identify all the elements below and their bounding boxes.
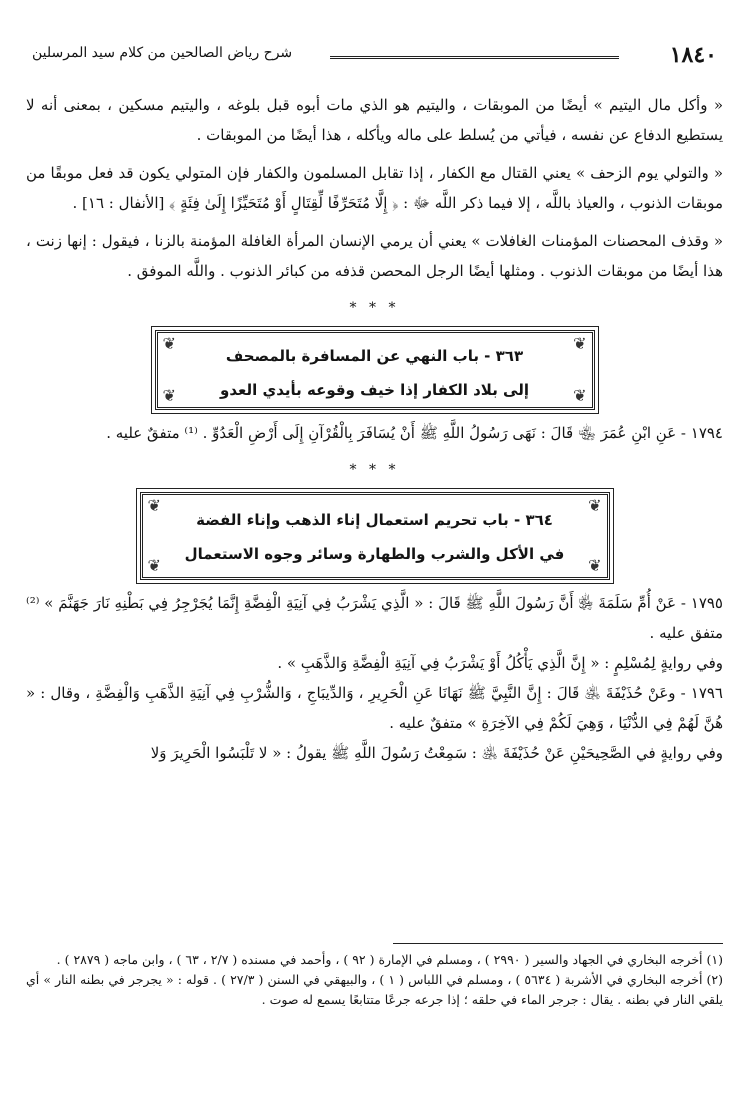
page-number: ١٨٤٠ (669, 42, 717, 68)
ornament-icon: ❦ (162, 386, 176, 405)
hadith-1794: ١٧٩٤ - عَنِ ابْنِ عُمَرَ ﵄ قَالَ : نَهَى رَسُولُ اللَّهِ ﷺ أَنْ يُسَافَرَ بِالْقُرْآنِ إِلَى أَرْضِ الْعَدُوِّ . ⁽¹⁾ متفقٌ عليه . (106, 424, 723, 442)
header-rule (330, 56, 619, 62)
paragraph-orphan-wealth: « وأكل مال اليتيم » أيضًا من الموبقات ، واليتيم هو الذي مات أبوه قبل بلوغه ، واليتيم مسكين ، بمعنى أنه لا يستطيع الدفاع عن نفسه ، فيأتي من يُسلط على ماله ويأكله ، هذا أيضًا من الموبقات . (26, 96, 723, 144)
page-header (32, 42, 717, 78)
page-body (26, 90, 723, 768)
ornament-icon: ❦ (573, 334, 587, 353)
riwaya-muslim: وفي روايةٍ لِمُسْلِمٍ : « إِنَّ الَّذِي يَأْكُلُ أَوْ يَشْرَبُ فِي آنِيَةِ الْفِضَّةِ وَالذَّهَبِ » . (277, 654, 723, 672)
footnotes (26, 950, 723, 1010)
ornament-icon: ❦ (162, 334, 176, 353)
footnote-1: (١) أخرجه البخاري في الجهاد والسير ( ٢٩٩٠ ) ، ومسلم في الإمارة ( ٩٢ ) ، وأحمد في مسنده ( ٢/٧ ، ٦٣ ) ، وابن ماجه ( ٢٨٧٩ ) . (56, 952, 723, 967)
paragraph-slander: « وقذف المحصنات المؤمنات الغافلات » يعني أن يرمي الإنسان المرأة الغافلة المؤمنة بالزنا ، فيقول : إنها زنت ، هذا أيضًا من موبقات الذنوب . ومثلها أيضًا الرجل المحصن قذفه من كبائر الذنوب . واللَّه الموفق . (26, 232, 723, 280)
ornament-icon: ❦ (147, 496, 161, 515)
section-separator: * * * (349, 300, 400, 316)
ornament-icon: ❦ (588, 556, 602, 575)
chapter-title-line: ٣٦٤ - باب تحريم استعمال إناء الذهب وإناء الفضة (196, 511, 553, 529)
chapter-title-line: ٣٦٣ - باب النهي عن المسافرة بالمصحف (225, 347, 524, 365)
section-separator: * * * (349, 462, 400, 478)
chapter-title-line: في الأكل والشرب والطهارة وسائر وجوه الاستعمال (184, 545, 565, 563)
footnote-rule (393, 943, 723, 944)
chapter-heading-363 (155, 330, 595, 410)
hadith-1795: ١٧٩٥ - عَنْ أُمِّ سَلَمَةَ ﵂ أَنَّ رَسُولَ اللَّهِ ﷺ قَالَ : « الَّذِي يَشْرَبُ فِي آنِيَةِ الْفِضَّةِ إِنَّمَا يُجَرْجِرُ فِي بَطْنِهِ نَارَ جَهَنَّمَ » ⁽²⁾ متفق عليه . (26, 594, 723, 642)
hadith-1796: ١٧٩٦ - وعَنْ حُذَيْفَةَ ﵁ قَالَ : إِنَّ النَّبِيَّ ﷺ نَهَانَا عَنِ الْحَرِيرِ ، وَالدِّيبَاجِ ، وَالشُّرْبِ فِي آنِيَةِ الذَّهَبِ وَالْفِضَّةِ ، وقال : « هُنَّ لَهُمْ فِي الدُّنْيَا ، وَهِيَ لَكُمْ فِي الآخِرَةِ » متفقٌ عليه . (26, 684, 723, 732)
chapter-heading-364 (140, 492, 610, 580)
ornament-icon: ❦ (588, 496, 602, 515)
paragraph-fleeing-battle: « والتولي يوم الزحف » يعني القتال مع الكفار ، إذا تقابل المسلمون والكفار فإن المتولي يكون قد فعل موبقًا من موبقات الذنوب ، والعياذ باللَّه ، إلا فيما ذكر اللَّه ﷻ : ﴿ إِلَّا مُتَحَرِّفًا لِّقِتَالٍ أَوْ مُتَحَيِّزًا إِلَىٰ فِئَةٍ ﴾ [الأنفال : ١٦] . (26, 164, 723, 212)
riwaya-sahihayn: وفي روايةٍ في الصَّحِيحَيْنِ عَنْ حُذَيْفَةَ ﵁ : سَمِعْتُ رَسُولَ اللَّهِ ﷺ يقولُ : « لا تَلْبَسُوا الْحَرِيرَ وَلا (150, 744, 723, 762)
footnote-2: (٢) أخرجه البخاري في الأشربة ( ٥٦٣٤ ) ، ومسلم في اللباس ( ١ ) ، والبيهقي في السنن ( ٢٧/٣ ) . قوله : « يجرجر في بطنه النار » أي يلقي النار في بطنه . يقال : جرجر الماء في حلقه ؛ إذا جرعه جرعًا متتابعًا يسمع له صوت . (26, 972, 723, 1007)
running-title: شرح رياض الصالحين من كلام سيد المرسلين (32, 45, 293, 61)
ornament-icon: ❦ (573, 386, 587, 405)
chapter-title-line: إلى بلاد الكفار إذا خيف وقوعه بأيدي العدو (220, 381, 529, 399)
ornament-icon: ❦ (147, 556, 161, 575)
